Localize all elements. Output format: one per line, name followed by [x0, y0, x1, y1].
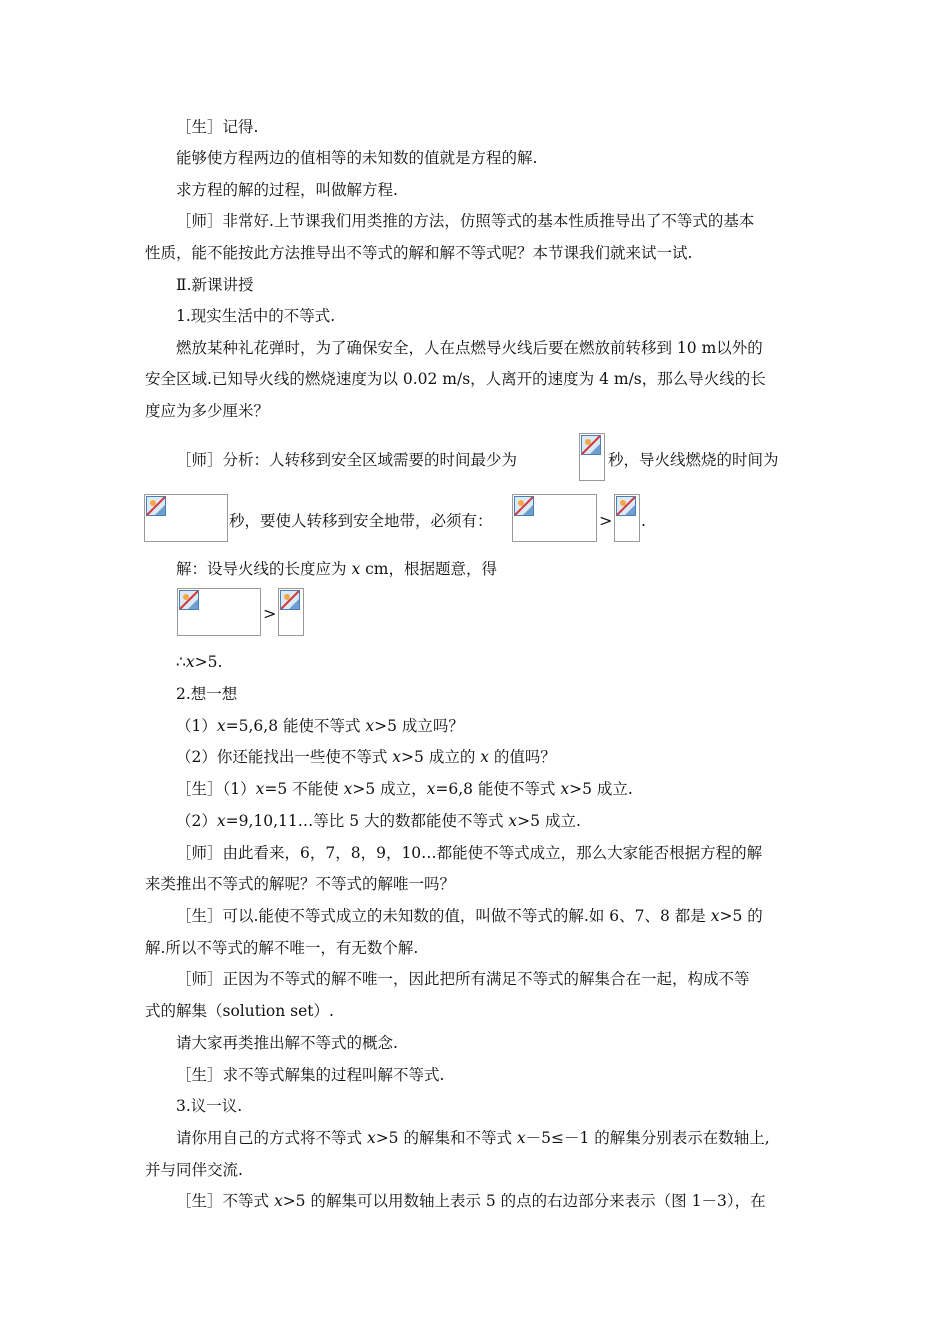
text-span: cm，根据题意，得 — [360, 560, 497, 578]
text-line: 解.所以不等式的解不唯一，有无数个解. — [145, 939, 419, 957]
broken-image-icon — [579, 433, 605, 481]
broken-image-icon — [512, 494, 597, 542]
text-span: =5 不能使 — [264, 780, 344, 798]
variable: x — [560, 780, 570, 798]
text-span: >5 的 — [719, 907, 763, 925]
text-line: 并与同伴交流. — [145, 1161, 243, 1179]
section-heading: Ⅱ.新课讲授 — [176, 276, 254, 294]
broken-image-icon — [144, 494, 228, 542]
text-line: 能够使方程两边的值相等的未知数的值就是方程的解. — [176, 149, 538, 167]
text-span: ［生］（1） — [176, 780, 256, 798]
text-span: 请你用自己的方式将不等式 — [176, 1129, 367, 1147]
text-span: （1） — [176, 717, 217, 735]
variable: x — [216, 717, 226, 735]
text-line — [176, 747, 556, 767]
text-span: =6,8 能使不等式 — [435, 780, 561, 798]
text-line: 安全区域.已知导火线的燃烧速度为以 0.02 m/s，人离开的速度为 4 m/s，那么导火线的长 — [145, 370, 766, 388]
text-line — [176, 779, 633, 799]
text-line: ［师］正因为不等式的解不唯一，因此把所有满足不等式的解集合在一起，构成不等 — [176, 970, 750, 988]
text-line — [176, 559, 497, 579]
broken-image-icon — [278, 588, 304, 636]
text-line: ［师］非常好.上节课我们用类推的方法，仿照等式的基本性质推导出了不等式的基本 — [176, 212, 755, 230]
text-line: 请大家再类推出解不等式的概念. — [176, 1034, 398, 1052]
variable: x — [426, 780, 436, 798]
text-line: ［生］求不等式解集的过程叫解不等式. — [176, 1066, 445, 1084]
text-span: ［生］不等式 — [176, 1192, 274, 1210]
text-span: ［生］可以.能使不等式成立的未知数的值，叫做不等式的解.如 6、7、8 都是 — [176, 907, 711, 925]
text-span: >5 成立. — [569, 780, 633, 798]
text-line: 秒，导火线燃烧的时间为 — [608, 451, 779, 469]
variable: x — [710, 907, 720, 925]
text-span: 解：设导火线的长度应为 — [176, 560, 352, 578]
text-line: . — [641, 512, 646, 530]
text-line: 来类推出不等式的解呢？不等式的解唯一吗？ — [145, 875, 456, 893]
text-line: 燃放某种礼花弹时，为了确保安全，人在点燃导火线后要在燃放前转移到 10 m以外的 — [176, 339, 763, 357]
text-line — [176, 906, 763, 926]
variable: x — [216, 812, 226, 830]
variable: x — [508, 812, 518, 830]
text-span: （2） — [176, 812, 217, 830]
variable: x — [516, 1129, 526, 1147]
subsection-heading: 2.想一想 — [176, 685, 238, 703]
text-line — [176, 652, 222, 672]
text-span: >5 的解集可以用数轴上表示 5 的点的右边部分来表示（图 1－3），在 — [282, 1192, 766, 1210]
broken-image-icon — [177, 588, 261, 636]
text-line: ［师］由此看来，6，7，8，9，10…都能使不等式成立，那么大家能否根据方程的解 — [176, 844, 763, 862]
variable: x — [480, 748, 489, 766]
text-line: 度应为多少厘米？ — [145, 402, 270, 420]
subsection-heading: 3.议一议. — [176, 1097, 243, 1115]
variable: x — [392, 748, 402, 766]
text-span: （2）你还能找出一些使不等式 — [176, 748, 393, 766]
text-span: >5. — [194, 653, 223, 671]
therefore-symbol: ∴ — [176, 653, 186, 671]
text-span: －5≤－1 的解集分别表示在数轴上, — [525, 1129, 770, 1147]
text-span: 的值吗？ — [489, 748, 556, 766]
text-line: 式的解集（solution set）. — [145, 1002, 334, 1020]
text-line — [176, 811, 581, 831]
text-line — [176, 1191, 766, 1211]
variable: x — [255, 780, 265, 798]
text-line: 秒，要使人转移到安全地带，必须有： — [229, 512, 493, 530]
text-span: >5 成立的 — [401, 748, 481, 766]
text-line — [176, 716, 464, 736]
variable: x — [343, 780, 353, 798]
text-span: >5 成立. — [517, 812, 581, 830]
text-line: 求方程的解的过程，叫做解方程. — [176, 181, 398, 199]
greater-than-sign: > — [263, 604, 277, 623]
variable: x — [351, 560, 361, 578]
text-line: 性质，能不能按此方法推导出不等式的解和解不等式呢？本节课我们就来试一试. — [145, 244, 693, 262]
variable: x — [273, 1192, 283, 1210]
text-span: >5 的解集和不等式 — [375, 1129, 517, 1147]
subsection-heading: 1.现实生活中的不等式. — [176, 307, 336, 325]
broken-image-icon — [614, 494, 640, 542]
text-span: =5,6,8 能使不等式 — [225, 717, 366, 735]
greater-than-sign: > — [599, 511, 613, 530]
text-line: ［生］记得. — [176, 118, 259, 136]
text-line — [176, 1128, 770, 1148]
text-line: ［师］分析：人转移到安全区域需要的时间最少为 — [176, 451, 518, 469]
variable: x — [365, 717, 375, 735]
variable: x — [185, 653, 195, 671]
text-span: >5 成立吗？ — [374, 717, 464, 735]
text-span: =9,10,11…等比 5 大的数都能使不等式 — [225, 812, 509, 830]
variable: x — [366, 1129, 376, 1147]
text-span: >5 成立， — [352, 780, 427, 798]
